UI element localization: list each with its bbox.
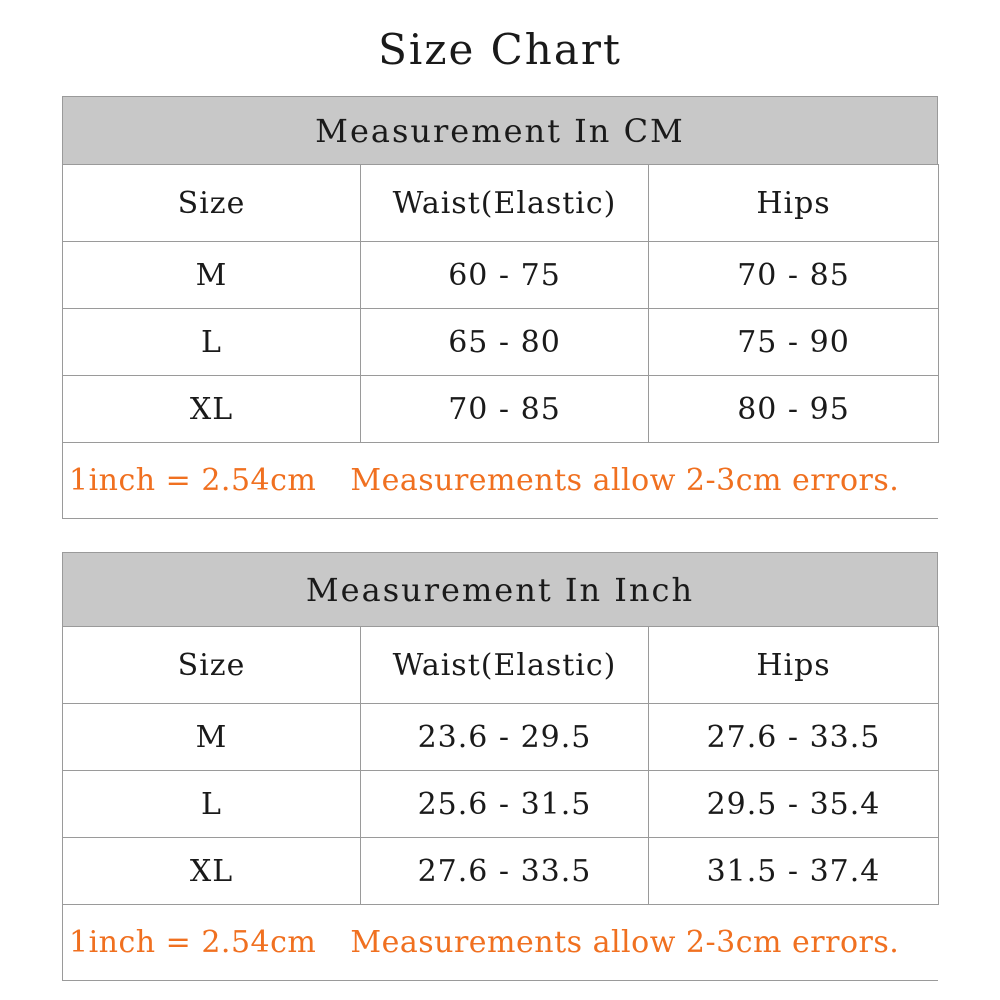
column-header-size: Size <box>63 165 361 242</box>
size-cell: L <box>63 771 361 838</box>
hips-cell: 31.5 - 37.4 <box>649 838 939 905</box>
page-title: Size Chart <box>378 25 622 74</box>
column-header-size: Size <box>63 627 361 704</box>
waist-cell: 65 - 80 <box>361 309 649 376</box>
table-row <box>63 242 939 309</box>
measurement-note <box>62 905 938 981</box>
column-header-waist: Waist(Elastic) <box>361 165 649 242</box>
size-cell: L <box>63 309 361 376</box>
table-header-row <box>63 165 939 242</box>
size-cell: XL <box>63 838 361 905</box>
size-table-inch <box>62 626 939 905</box>
waist-cell: 25.6 - 31.5 <box>361 771 649 838</box>
tolerance-note: Measurements allow 2-3cm errors. <box>350 925 900 960</box>
table-row <box>63 309 939 376</box>
column-header-hips: Hips <box>649 627 939 704</box>
size-cell: XL <box>63 376 361 443</box>
table-row <box>63 771 939 838</box>
hips-cell: 75 - 90 <box>649 309 939 376</box>
size-chart-inch <box>62 552 938 981</box>
column-header-waist: Waist(Elastic) <box>361 627 649 704</box>
hips-cell: 29.5 - 35.4 <box>649 771 939 838</box>
hips-cell: 80 - 95 <box>649 376 939 443</box>
column-header-hips: Hips <box>649 165 939 242</box>
waist-cell: 60 - 75 <box>361 242 649 309</box>
waist-cell: 27.6 - 33.5 <box>361 838 649 905</box>
size-cell: M <box>63 704 361 771</box>
conversion-note: 1inch = 2.54cm <box>69 463 317 498</box>
table-header-row <box>63 627 939 704</box>
chart-header-inch: Measurement In Inch <box>62 552 938 626</box>
table-row <box>63 838 939 905</box>
hips-cell: 70 - 85 <box>649 242 939 309</box>
tolerance-note: Measurements allow 2-3cm errors. <box>350 463 900 498</box>
waist-cell: 23.6 - 29.5 <box>361 704 649 771</box>
size-chart-cm <box>62 96 938 519</box>
table-row <box>63 704 939 771</box>
size-cell: M <box>63 242 361 309</box>
hips-cell: 27.6 - 33.5 <box>649 704 939 771</box>
chart-header-cm: Measurement In CM <box>62 96 938 164</box>
waist-cell: 70 - 85 <box>361 376 649 443</box>
table-row <box>63 376 939 443</box>
measurement-note <box>62 443 938 519</box>
size-table-cm <box>62 164 939 443</box>
conversion-note: 1inch = 2.54cm <box>69 925 317 960</box>
